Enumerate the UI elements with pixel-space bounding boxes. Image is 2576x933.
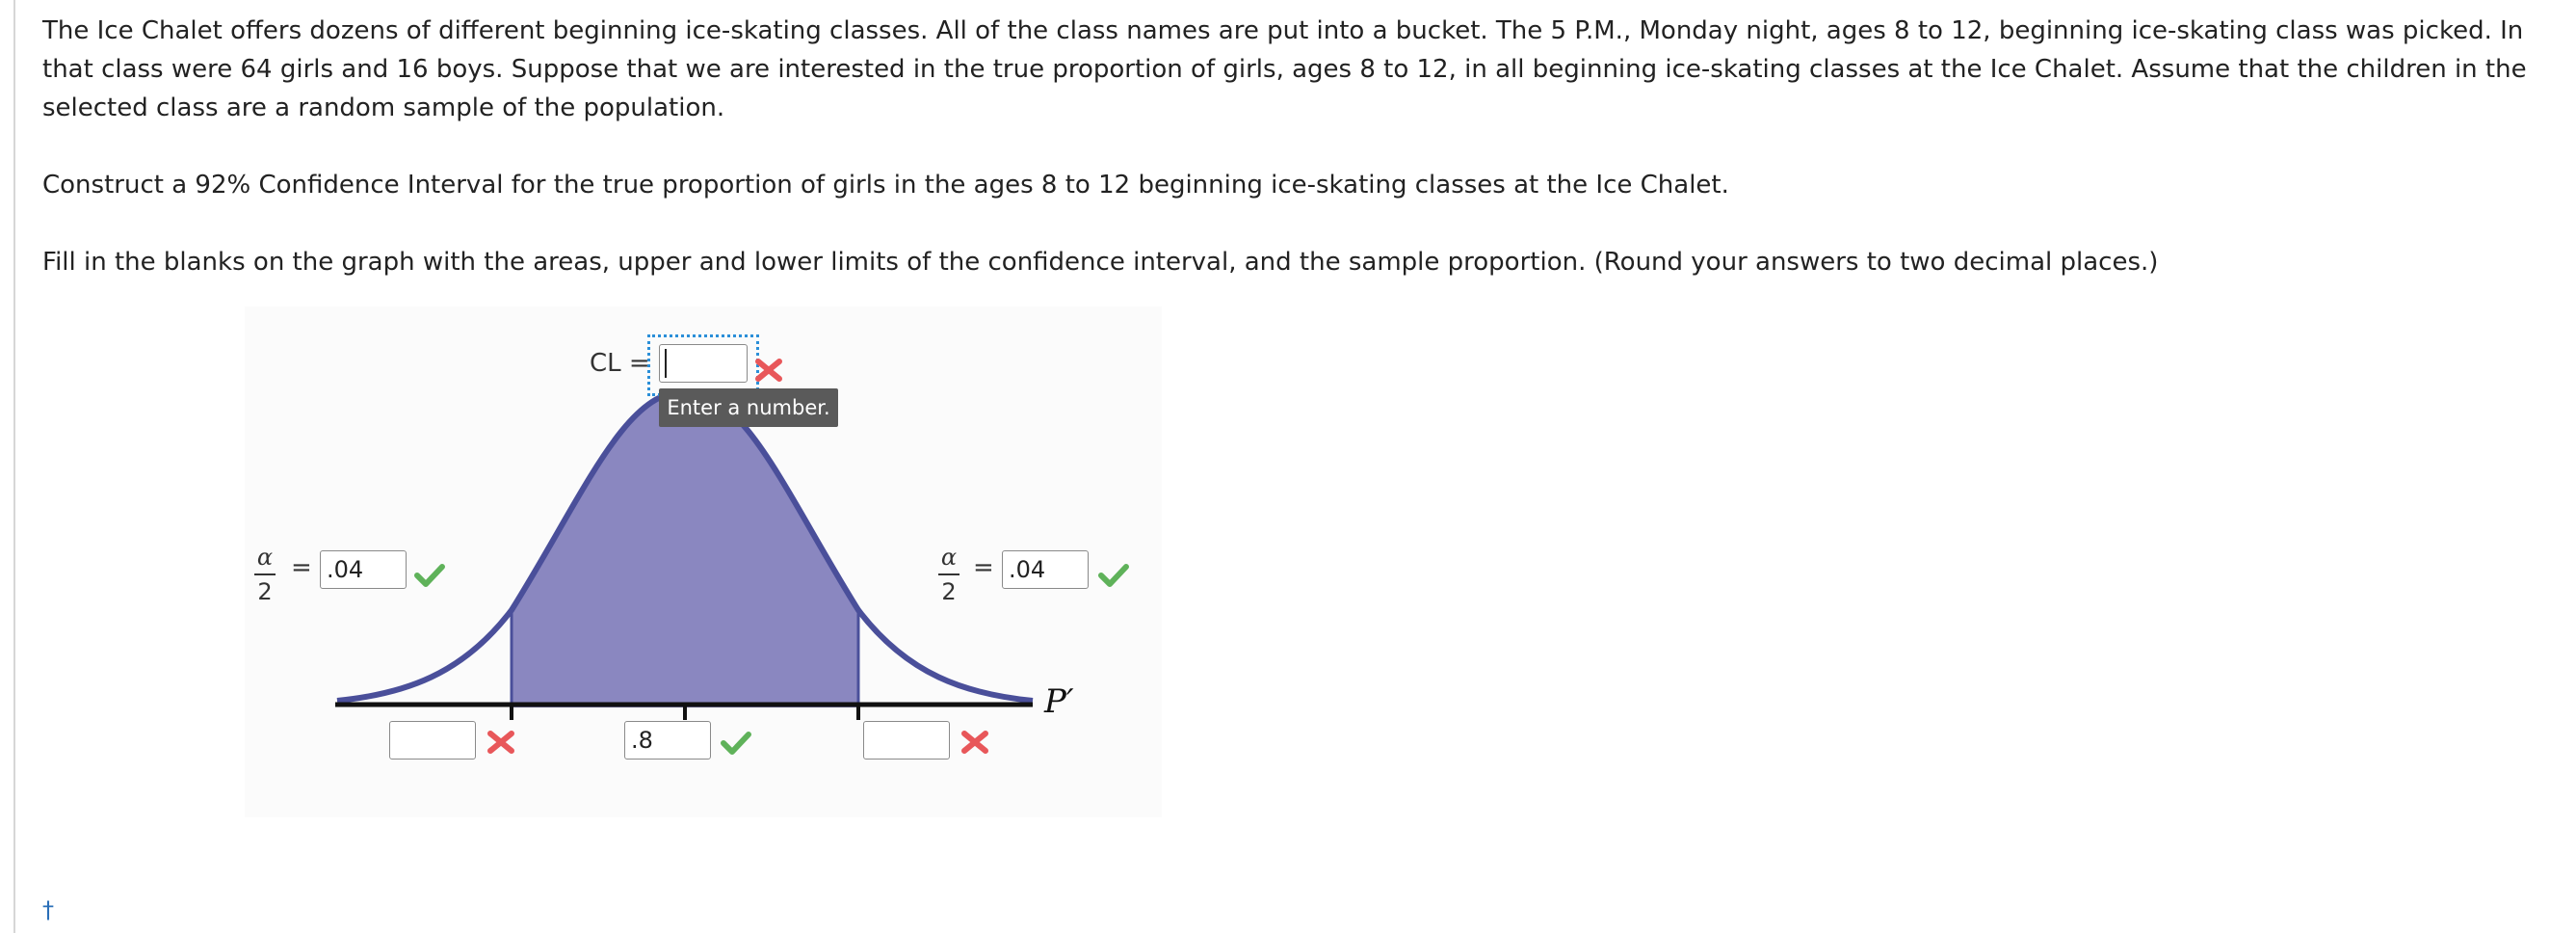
sample-proportion-input[interactable] bbox=[624, 721, 711, 760]
alpha-denominator: 2 bbox=[257, 578, 273, 605]
equals-sign: = bbox=[291, 553, 312, 582]
cl-input[interactable] bbox=[659, 344, 748, 383]
right-tail-input[interactable] bbox=[1002, 550, 1089, 589]
correct-check-icon bbox=[412, 557, 447, 592]
correct-check-icon bbox=[1096, 557, 1131, 592]
problem-task: Construct a 92% Confidence Interval for the true proportion of girls in the ages 8 to 12 beginning ice-skating classes at the Ice Chalet. bbox=[42, 171, 1729, 200]
confidence-area bbox=[512, 391, 858, 707]
left-tail-input[interactable] bbox=[320, 550, 407, 589]
alpha-over-two-right bbox=[938, 543, 959, 606]
alpha-symbol: α bbox=[940, 544, 958, 571]
incorrect-x-icon bbox=[751, 353, 786, 387]
correct-check-icon bbox=[719, 725, 753, 760]
footnote-dagger[interactable]: † bbox=[42, 896, 54, 923]
upper-limit-input[interactable] bbox=[863, 721, 950, 760]
tooltip: Enter a number. bbox=[659, 388, 838, 427]
alpha-symbol: α bbox=[256, 544, 274, 571]
incorrect-x-icon bbox=[484, 725, 518, 760]
problem-instructions: Fill in the blanks on the graph with the areas, upper and lower limits of the confidence interval, and the sample proportion. (Round your answers to two decimal places.) bbox=[42, 248, 2159, 277]
text-caret bbox=[665, 349, 667, 378]
cl-label: CL = bbox=[590, 349, 650, 378]
lower-limit-input[interactable] bbox=[389, 721, 476, 760]
alpha-over-two-left bbox=[254, 543, 276, 606]
alpha-denominator: 2 bbox=[941, 578, 957, 605]
equals-sign: = bbox=[973, 553, 994, 582]
axis-label-p-prime: P′ bbox=[1044, 682, 1074, 721]
problem-intro: The Ice Chalet offers dozens of different beginning ice-skating classes. All of the class names are put into a bucket. The 5 P.M., Monday night, ages 8 to 12, beginning ice-skating class was picked. In that class were 64 girls and 16 boys. Suppose that we are interested in the true proportion of girls, ages 8 to 12, in all beginning ice-skating classes at the Ice Chalet. Assume that the children in the selected class are a random sample of the population. bbox=[42, 16, 2527, 122]
incorrect-x-icon bbox=[958, 725, 992, 760]
